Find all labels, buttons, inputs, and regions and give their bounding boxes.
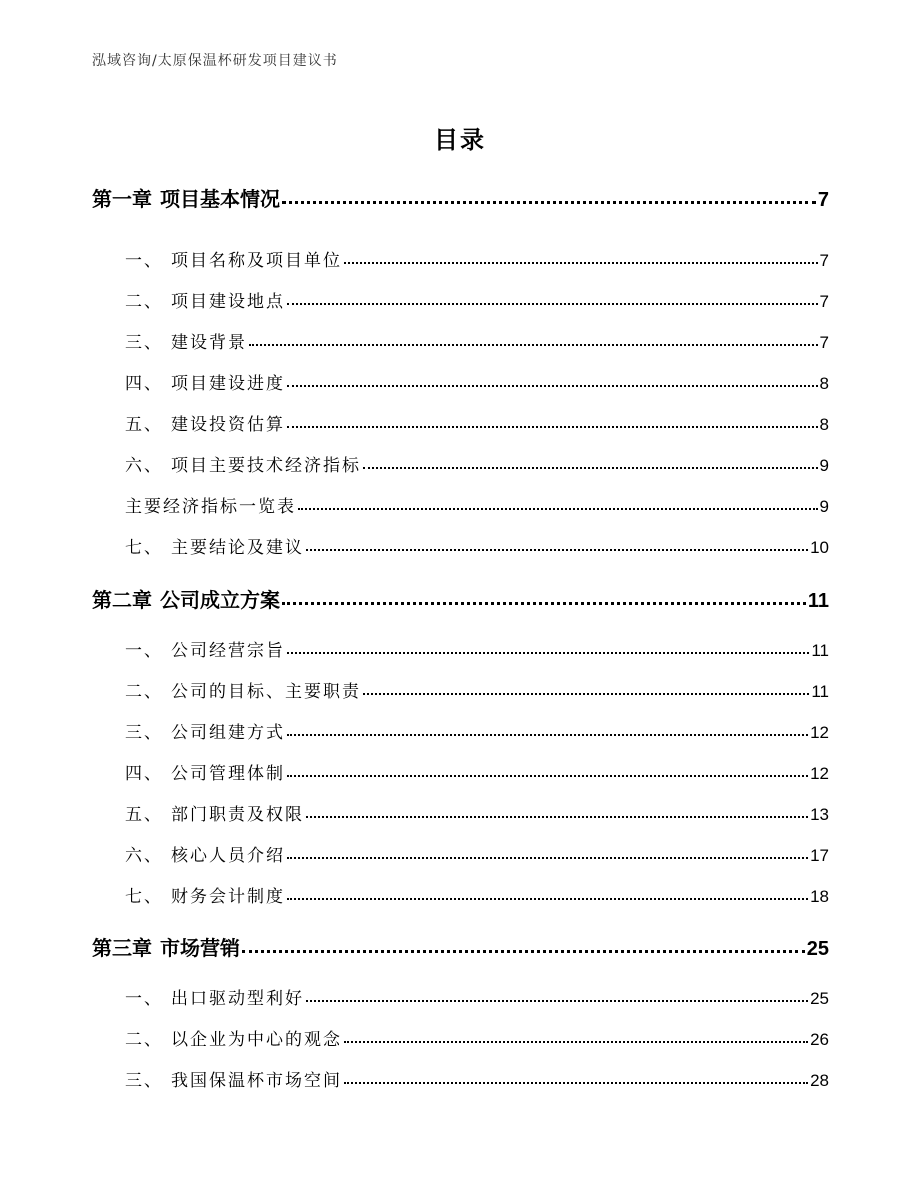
toc-entry-text: 核心人员介绍: [171, 846, 285, 866]
toc-section-entry[interactable]: [125, 882, 829, 907]
toc-section-entry[interactable]: [125, 800, 829, 825]
toc-page-number: 11: [807, 590, 829, 612]
toc-entry-number: 一、: [125, 641, 163, 661]
toc-page-number: 8: [819, 415, 829, 434]
toc-section-entry[interactable]: [125, 410, 829, 435]
toc-entry-text: 出口驱动型利好: [171, 989, 304, 1009]
toc-entry-label: [125, 677, 361, 702]
toc-entry-text: 公司组建方式: [171, 723, 285, 743]
toc-entry-label: [125, 328, 247, 353]
toc-dot-leader: [363, 454, 818, 471]
toc-entry-number: 第二章: [92, 588, 152, 612]
toc-dot-leader: [287, 844, 808, 861]
toc-entry-number: 第三章: [92, 936, 152, 960]
toc-page-number: 10: [810, 538, 829, 557]
toc-entry-label: [125, 533, 304, 558]
toc-entry-text: 以企业为中心的观念: [171, 1030, 342, 1050]
toc-entry-number: 六、: [125, 846, 163, 866]
toc-entry-label: [125, 882, 285, 907]
toc-entry-label: [125, 759, 285, 784]
toc-section-entry[interactable]: [125, 1025, 829, 1050]
toc-page-number: 9: [819, 497, 829, 516]
toc-dot-leader: [287, 639, 809, 656]
toc-page-number: 28: [810, 1071, 829, 1090]
toc-entry-number: 二、: [125, 1030, 163, 1050]
toc-chapter-entry[interactable]: [92, 932, 829, 961]
toc-section-entry[interactable]: [125, 451, 829, 476]
toc-dot-leader: [282, 587, 806, 607]
toc-entry-label: [125, 410, 285, 435]
toc-dot-leader: [306, 536, 808, 553]
toc-entry-label: [125, 841, 285, 866]
toc-page-number: 7: [819, 292, 829, 311]
toc-entry-label: [125, 369, 285, 394]
toc-dot-leader: [363, 680, 809, 697]
toc-dot-leader: [287, 721, 808, 738]
toc-entry-number: 五、: [125, 805, 163, 825]
toc-dot-leader: [282, 186, 816, 206]
toc-entry-number: 七、: [125, 538, 163, 558]
toc-dot-leader: [306, 803, 808, 820]
toc-entry-number: 第一章: [92, 187, 152, 211]
toc-page-number: 17: [810, 846, 829, 865]
toc-entry-number: 二、: [125, 682, 163, 702]
toc-entry-text: 公司成立方案: [160, 588, 280, 612]
toc-entry-label: [92, 932, 240, 961]
toc-dot-leader: [287, 413, 818, 430]
toc-entry-label: [125, 1025, 342, 1050]
toc-section-entry[interactable]: [125, 492, 829, 517]
toc-entry-text: 项目名称及项目单位: [171, 251, 342, 271]
toc-section-entry[interactable]: [125, 533, 829, 558]
toc-entry-text: 市场营销: [160, 936, 240, 960]
toc-entry-number: 一、: [125, 989, 163, 1009]
toc-entry-label: [125, 636, 285, 661]
toc-page-number: 9: [819, 456, 829, 475]
toc-dot-leader: [287, 885, 808, 902]
toc-section-entry[interactable]: [125, 246, 829, 271]
toc-section-entry[interactable]: [125, 984, 829, 1009]
toc-page-number: 25: [810, 989, 829, 1008]
toc-page-number: 25: [806, 938, 829, 960]
toc-entry-label: [125, 1066, 342, 1091]
toc-page-number: 18: [810, 887, 829, 906]
toc-page-number: 12: [810, 723, 829, 742]
toc-page-number: 13: [810, 805, 829, 824]
toc-entry-number: 四、: [125, 374, 163, 394]
toc-dot-leader: [344, 249, 818, 266]
toc-entry-text: 部门职责及权限: [171, 805, 304, 825]
toc-entry-label: [92, 183, 280, 212]
toc-entry-text: 建设背景: [171, 333, 247, 353]
toc-dot-leader: [242, 935, 805, 955]
toc-entry-number: 一、: [125, 251, 163, 271]
toc-section-entry[interactable]: [125, 677, 829, 702]
toc-page-number: 26: [810, 1030, 829, 1049]
toc-dot-leader: [287, 762, 808, 779]
toc-section-entry[interactable]: [125, 369, 829, 394]
toc-entry-number: 七、: [125, 887, 163, 907]
toc-section-entry[interactable]: [125, 718, 829, 743]
toc-entry-label: [125, 984, 304, 1009]
toc-entry-text: 主要经济指标一览表: [125, 497, 296, 517]
toc-dot-leader: [249, 331, 818, 348]
toc-dot-leader: [287, 372, 818, 389]
toc-page-number: 7: [819, 333, 829, 352]
toc-entry-label: [125, 287, 285, 312]
toc-entry-text: 公司的目标、主要职责: [171, 682, 361, 702]
toc-entry-text: 建设投资估算: [171, 415, 285, 435]
toc-section-entry[interactable]: [125, 287, 829, 312]
toc-chapter-entry[interactable]: [92, 584, 829, 613]
toc-entry-text: 项目基本情况: [160, 187, 280, 211]
toc-entry-number: 三、: [125, 1071, 163, 1091]
toc-entry-number: 四、: [125, 764, 163, 784]
toc-page-number: 11: [811, 682, 829, 701]
toc-section-entry[interactable]: [125, 328, 829, 353]
toc-entry-label: [125, 451, 361, 476]
toc-section-entry[interactable]: [125, 1066, 829, 1091]
toc-chapter-entry[interactable]: [92, 183, 829, 212]
toc-entry-number: 三、: [125, 723, 163, 743]
toc-entry-label: [92, 584, 280, 613]
toc-dot-leader: [298, 495, 818, 512]
toc-section-entry[interactable]: [125, 636, 829, 661]
toc-entry-text: 公司管理体制: [171, 764, 285, 784]
toc-entry-label: [125, 492, 296, 517]
toc-title: 目录: [434, 126, 486, 154]
toc-entry-number: 二、: [125, 292, 163, 312]
toc-entry-text: 主要结论及建议: [171, 538, 304, 558]
toc-dot-leader: [287, 290, 818, 307]
toc-dot-leader: [344, 1028, 808, 1045]
toc-page-number: 11: [811, 641, 829, 660]
toc-entry-text: 项目建设进度: [171, 374, 285, 394]
toc-entry-number: 三、: [125, 333, 163, 353]
toc-page-number: 7: [817, 189, 829, 211]
toc-entry-number: 五、: [125, 415, 163, 435]
toc-entry-text: 财务会计制度: [171, 887, 285, 907]
toc-entry-label: [125, 718, 285, 743]
toc-entry-text: 我国保温杯市场空间: [171, 1071, 342, 1091]
toc-section-entry[interactable]: [125, 841, 829, 866]
toc-dot-leader: [344, 1069, 808, 1086]
page-header: 泓域咨询/太原保温杯研发项目建议书: [92, 53, 338, 69]
toc-dot-leader: [306, 987, 808, 1004]
toc-entry-text: 项目主要技术经济指标: [171, 456, 361, 476]
toc-entry-number: 六、: [125, 456, 163, 476]
toc-entry-label: [125, 246, 342, 271]
toc-entry-text: 公司经营宗旨: [171, 641, 285, 661]
toc-page-number: 7: [819, 251, 829, 270]
toc-section-entry[interactable]: [125, 759, 829, 784]
toc-entry-text: 项目建设地点: [171, 292, 285, 312]
toc-page-number: 8: [819, 374, 829, 393]
toc-entry-label: [125, 800, 304, 825]
toc-page-number: 12: [810, 764, 829, 783]
